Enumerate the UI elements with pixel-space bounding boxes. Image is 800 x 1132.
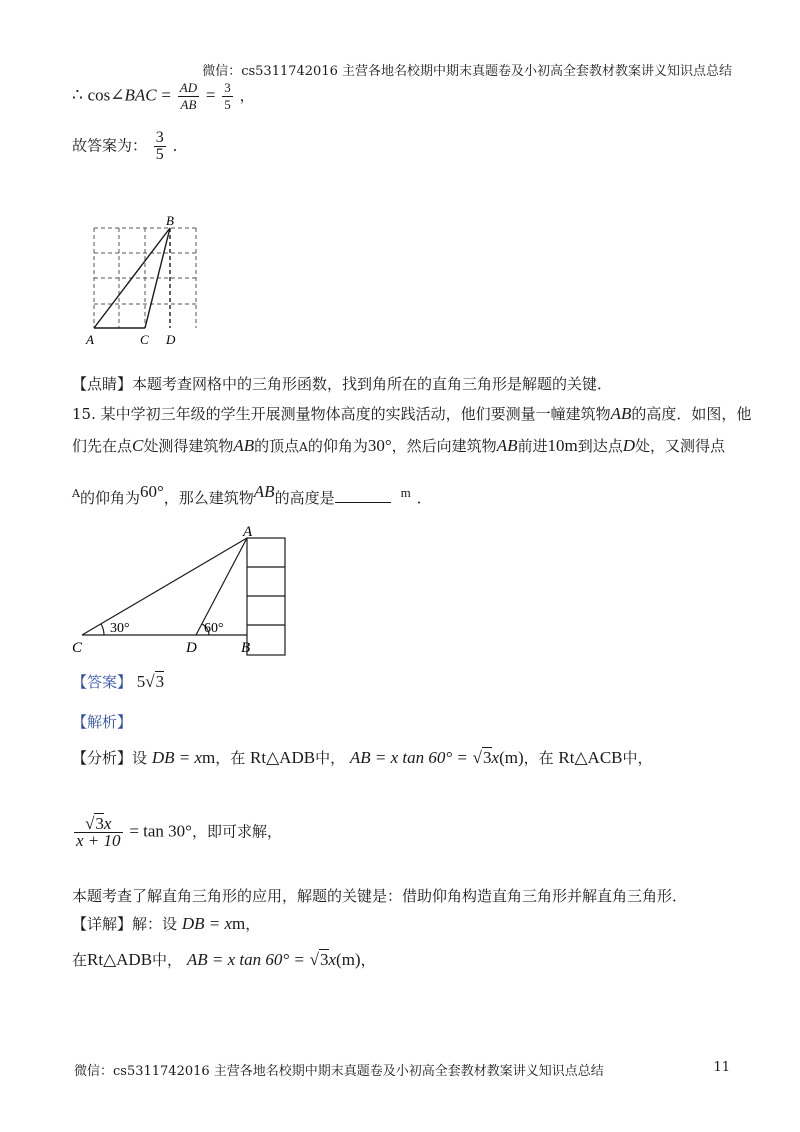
fenxi-line	[72, 748, 653, 768]
answer-tag: 【答案】	[72, 673, 133, 691]
text: 中，	[152, 951, 183, 969]
fenxi-tag: 【分析】	[72, 749, 133, 767]
label-a: A	[86, 332, 94, 347]
answer-blank[interactable]	[335, 488, 391, 503]
math-ab: AB	[253, 482, 275, 501]
fraction-denominator: AB	[180, 97, 197, 112]
math-rt-acb: Rt△ACB	[558, 748, 623, 767]
math-ab: AB	[496, 436, 518, 455]
math-a: A	[299, 440, 308, 454]
answer-line	[72, 130, 188, 163]
fraction-equation-line	[72, 816, 282, 849]
math-ab: AB	[610, 404, 632, 423]
label-b: B	[166, 213, 174, 228]
answer-coefficient: 5	[136, 672, 146, 691]
math-rt-adb: Rt△ADB	[250, 748, 316, 767]
math-ab: AB	[233, 436, 255, 455]
math-a: A	[72, 487, 80, 500]
fraction-ad-ab	[178, 80, 199, 113]
question-15-line-2	[72, 436, 725, 457]
angle-bac: BAC	[124, 85, 157, 105]
text: 处，又测得点	[635, 437, 726, 455]
text: 到达点	[577, 437, 623, 455]
text: 解：设	[132, 915, 178, 933]
grid-lines	[94, 228, 196, 328]
fraction-denominator: x + 10	[76, 831, 121, 850]
unit-m: m	[202, 748, 216, 767]
math-ab-eq: AB = x tan 60° =	[349, 748, 468, 767]
summary-text: 本题考查了解直角三角形的应用，解题的关键是：借助仰角构造直角三角形并解直角三角形．	[72, 887, 688, 905]
question-15-line-3	[72, 482, 432, 508]
fraction-3-5	[222, 80, 233, 113]
dianjing-note	[72, 374, 612, 394]
label-c: C	[72, 640, 83, 656]
question-15-line-1	[72, 404, 751, 424]
text: 设	[132, 749, 148, 767]
punctuation: ，	[239, 86, 255, 105]
label-d: D	[166, 332, 176, 347]
math-rt-adb: Rt△ADB	[87, 950, 153, 969]
dianjing-tag: 【点睛】	[72, 375, 133, 393]
fraction-3-5	[154, 130, 166, 163]
text: 的高度是	[274, 489, 335, 507]
angle-30-label: 30°	[110, 621, 130, 636]
text: ，即可求解，	[191, 822, 282, 841]
cos-angle: cos∠	[87, 85, 125, 105]
answer-prefix: 故答案为：	[72, 136, 148, 155]
fraction-numerator: 3	[224, 80, 231, 95]
text: 在	[72, 951, 88, 969]
radicand: 3	[95, 814, 104, 833]
sqrt-symbol: √	[309, 950, 319, 969]
therefore-symbol: ∴	[72, 85, 83, 105]
math-x: x	[491, 748, 500, 767]
math-10m: 10m	[547, 436, 578, 455]
text: ，那么建筑物	[163, 489, 254, 507]
label-d: D	[186, 640, 197, 656]
text: ，在	[523, 749, 554, 767]
math-db: DB = x	[181, 914, 232, 933]
text: 中，	[622, 749, 653, 767]
fraction-denominator: 5	[155, 146, 164, 163]
page-footer: 微信：cs5311742016 主营各地名校期中期末真题卷及小初高全套教材教案讲义知识点总结	[74, 1064, 604, 1079]
math-30deg: 30°	[367, 436, 392, 455]
fraction-denominator: 5	[224, 97, 231, 112]
sqrt-symbol: √	[85, 814, 95, 833]
unit-m: (m)	[336, 950, 361, 969]
text: 的仰角为	[307, 437, 368, 455]
cos-formula-line	[72, 80, 255, 113]
math-x: x	[103, 814, 112, 833]
math-x: x	[328, 950, 337, 969]
text: ，然后向建筑物	[391, 437, 497, 455]
sqrt-symbol: √	[145, 672, 155, 691]
text: 中，	[315, 749, 346, 767]
angle-arc-30	[101, 624, 104, 635]
radicand: 3	[320, 950, 329, 969]
punctuation: ．	[172, 136, 188, 155]
math-60deg: 60°	[139, 482, 164, 501]
unit-m: (m)	[499, 748, 524, 767]
label-b: B	[241, 640, 251, 656]
equals-sign: =	[205, 85, 216, 105]
text: 的顶点	[254, 437, 300, 455]
text: 的高度．如图，他	[631, 405, 752, 423]
text: 前进	[517, 437, 548, 455]
answer-radicand: 3	[155, 672, 165, 691]
punctuation: ，	[360, 951, 376, 969]
text: 们先在点	[72, 437, 133, 455]
math-db: DB = x	[151, 748, 202, 767]
angle-60-label: 60°	[204, 621, 224, 636]
text: ，在	[215, 749, 246, 767]
xiangjie-line	[72, 914, 260, 934]
math-tan30: = tan 30°	[129, 821, 192, 841]
label-a: A	[243, 524, 253, 540]
page-number: 11	[713, 1060, 730, 1075]
jiexi-tag: 【解析】	[72, 713, 133, 731]
equals-sign: =	[161, 85, 171, 105]
text: 处测得建筑物	[143, 437, 234, 455]
sqrt-symbol: √	[472, 748, 483, 767]
fraction-sqrt3x-over-x-plus-10	[74, 816, 123, 849]
dianjing-text: 本题考查网格中的三角形函数，找到角所在的直角三角形是解题的关键．	[132, 375, 613, 393]
unit-m: m	[400, 485, 411, 500]
math-d: D	[622, 436, 636, 455]
punctuation: ，	[245, 915, 261, 933]
radicand: 3	[483, 748, 492, 767]
text: 的仰角为	[79, 489, 140, 507]
fraction-numerator: AD	[179, 80, 198, 95]
unit-m: m	[232, 914, 246, 933]
punctuation: ．	[416, 489, 432, 507]
fraction-numerator: 3	[155, 129, 164, 146]
detail-equation-line	[72, 950, 376, 970]
grid-figure	[78, 210, 208, 350]
building-figure	[66, 520, 306, 660]
page-header: 微信：cs5311742016 主营各地名校期中期末真题卷及小初高全套教材教案讲义知识点总结	[202, 64, 732, 79]
math-ab-eq: AB = x tan 60° =	[186, 950, 305, 969]
text: 15. 某中学初三年级的学生开展测量物体高度的实践活动，他们要测量一幢建筑物	[72, 405, 611, 423]
math-c: C	[132, 436, 144, 455]
label-c: C	[140, 332, 149, 347]
xiangjie-tag: 【详解】	[72, 915, 133, 933]
answer-block	[72, 672, 164, 692]
